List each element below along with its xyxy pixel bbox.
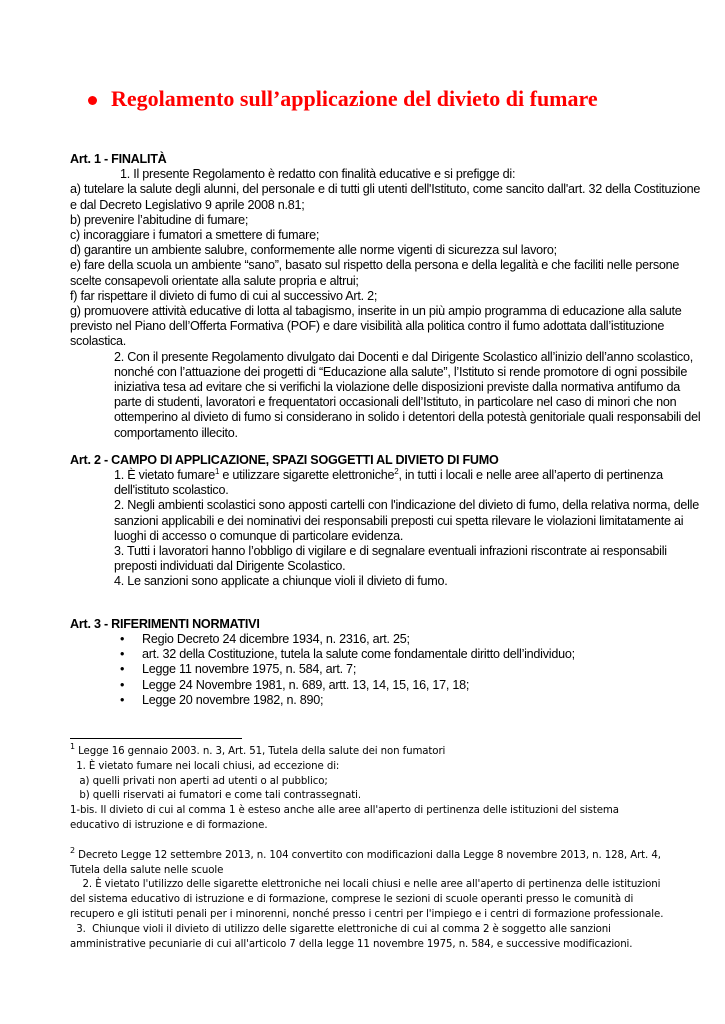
- art2-line: dell'istituto scolastico.: [114, 483, 229, 498]
- art1-line: f) far rispettare il divieto di fumo di cui al successivo Art. 2;: [70, 288, 378, 303]
- footnote-ref-2[interactable]: 2: [394, 467, 399, 477]
- footnote-line: educativo di istruzione e di formazione.: [70, 819, 268, 831]
- footnote-mark: 1: [70, 742, 75, 751]
- document-body: [70, 152, 701, 708]
- footnote-line: amministrative pecuniarie di cui all'articolo 7 della legge 11 novembre 1975, n. 584, e successive modificazioni.: [70, 938, 633, 950]
- list-item: • Legge 20 novembre 1982, n. 890;: [70, 693, 660, 708]
- art1-line: b) prevenire l’abitudine di fumare;: [70, 212, 249, 227]
- art1-line: e) fare della scuola un ambiente “sano”, basato sul rispetto della persona e della legalità e che faciliti nelle persone: [70, 258, 680, 273]
- footnote-line: 2. È vietato l'utilizzo delle sigarette elettroniche nei locali chiusi e nelle aree all'aperto di pertinenza delle istituzioni: [70, 879, 661, 891]
- art1-para2-line: ottemperino al divieto di fumo si considerano in solido i detentori della potestà genitoriale quali responsabili del: [114, 410, 701, 425]
- art2-line: 3. Tutti i lavoratori hanno l’obbligo di vigilare e di segnalare eventuali infrazioni riscontrate ai responsabili: [114, 544, 667, 559]
- list-bullet: •: [120, 631, 125, 646]
- art2-para1-text: e utilizzare sigarette elettroniche: [219, 468, 395, 483]
- art1-line: previsto nel Piano dell’Offerta Formativa (POF) e dare visibilità alla politica contro il fumo adottata dall’istituzione: [70, 319, 665, 334]
- art1-line: scolastica.: [70, 334, 127, 349]
- art1-line: e dal Decreto Legislativo 9 aprile 2008 n.81;: [70, 197, 305, 212]
- art2-para1-text: , in tutti i locali e nelle aree all’aperto di pertinenza: [398, 468, 663, 483]
- art1-line: g) promuovere attività educative di lotta al tabagismo, inserite in un più ampio programma di educazione alla salute: [70, 304, 682, 319]
- footnote-line: Tutela della salute nelle scuole: [70, 864, 224, 876]
- list-bullet: •: [120, 692, 125, 707]
- page-title: Regolamento sull’applicazione del divieto di fumare: [111, 86, 598, 111]
- footnote-line: recupero e gli istituti penali per i minorenni, nonché presso i centri per l'impiego e i centri di formazione professionale.: [70, 908, 664, 920]
- list-item: • Legge 11 novembre 1975, n. 584, art. 7;: [70, 662, 660, 677]
- footnote-line: a) quelli privati non aperti ad utenti o al pubblico;: [70, 775, 328, 787]
- list-bullet: •: [120, 647, 125, 662]
- art1-para2-line: parte di studenti, lavoratori e frequentatori occasionali dell’Istituto, in particolare nel caso di minori che non: [114, 395, 677, 410]
- art2-line: preposti individuati dal Dirigente Scolastico.: [114, 559, 346, 574]
- art1-line: scelte consapevoli orientate alla salute propria e altrui;: [70, 273, 359, 288]
- footnotes: [70, 742, 670, 952]
- art1-line: d) garantire un ambiente salubre, conformemente alle norme vigenti di sicurezza sul lavoro;: [70, 243, 557, 258]
- art2-para1-line: [70, 467, 663, 483]
- footnote-ref-1[interactable]: 1: [214, 467, 220, 477]
- footnote-line: del sistema educativo di istruzione e di formazione, comprese le sezioni di scuole operanti presso le comunità di: [70, 894, 634, 906]
- art1-line: 1. Il presente Regolamento è redatto con finalità educative e si prefigge di:: [120, 167, 516, 182]
- footnote-line: 1. È vietato fumare nei locali chiusi, ad eccezione di:: [70, 760, 340, 772]
- footnote-2-title: $^2$ Decreto Legge 12 settembre 2013, n. 104 convertito con modificazioni dalla Legge 8 novembre 2013, n. 128, Art. 4,: [70, 845, 661, 861]
- art2-line: 4. Le sanzioni sono applicate a chiunque violi il divieto di fumo.: [114, 574, 448, 589]
- art2-heading: Art. 2 - CAMPO DI APPLICAZIONE, SPAZI SOGGETTI AL DIVIETO DI FUMO: [70, 452, 499, 467]
- art1-para2-line: nonché con l’attuazione dei progetti di “Educazione alla salute”, l’Istituto si rende promotore di ogni possibile: [114, 364, 688, 379]
- list-bullet: •: [120, 662, 125, 677]
- footnote-line: 1-bis. Il divieto di cui al comma 1 è esteso anche alle aree all'aperto di pertinenza delle istituzioni del sistema: [70, 805, 619, 817]
- art3-heading: Art. 3 - RIFERIMENTI NORMATIVI: [70, 616, 260, 631]
- list-item: • Regio Decreto 24 dicembre 1934, n. 2316, art. 25;: [70, 632, 660, 647]
- footnote-mark: 2: [70, 845, 75, 855]
- title-row: [88, 86, 598, 112]
- art1-line: a) tutelare la salute degli alunni, del personale e di tutti gli utenti dell'Istituto, come sancito dall'art. 32 della Costituzione: [70, 182, 701, 197]
- footnote-1-title: $^1$ Legge 16 gennaio 2003. n. 3, Art. 51, Tutela della salute dei non fumatori: [70, 742, 446, 757]
- list-item: • Legge 24 Novembre 1981, n. 689, artt. 13, 14, 15, 16, 17, 18;: [70, 678, 660, 693]
- art1-para2-line: iniziativa tesa ad evitare che si verifichi la violazione delle disposizioni previste dalla normativa antifumo da: [114, 380, 681, 395]
- footnote-line: b) quelli riservati ai fumatori e come tali contrassegnati.: [70, 790, 361, 802]
- list-bullet: •: [120, 677, 125, 692]
- art1-para2-line: 2. Con il presente Regolamento divulgato dai Docenti e dal Dirigente Scolastico all’inizio dell’anno scolastico,: [114, 349, 693, 364]
- art2-line: sanzioni applicabili e dei nominativi dei responsabili preposti cui spetta rilevare le violazioni limitatamente ai: [114, 513, 684, 528]
- art2-line: luoghi di accesso o comunque di particolare evidenza.: [114, 528, 404, 543]
- art1-para2-line: comportamento illecito.: [114, 425, 238, 440]
- footnote-line: 3. Chiunque violi il divieto di utilizzo delle sigarette elettroniche di cui al comma 2 è soggetto alle sanzioni: [70, 923, 611, 935]
- art1-heading: Art. 1 - FINALITÀ: [70, 152, 167, 166]
- art2-line: 2. Negli ambienti scolastici sono apposti cartelli con l'indicazione del divieto di fumo, della relativa norma, delle: [114, 498, 699, 513]
- list-item: • art. 32 della Costituzione, tutela la salute come fondamentale diritto dell’individuo;: [70, 647, 660, 662]
- bullet-icon: [88, 96, 97, 105]
- footnote-separator: [70, 738, 242, 739]
- art1-line: c) incoraggiare i fumatori a smettere di fumare;: [70, 228, 320, 243]
- art2-para1-text: 1. È vietato fumare: [114, 468, 215, 483]
